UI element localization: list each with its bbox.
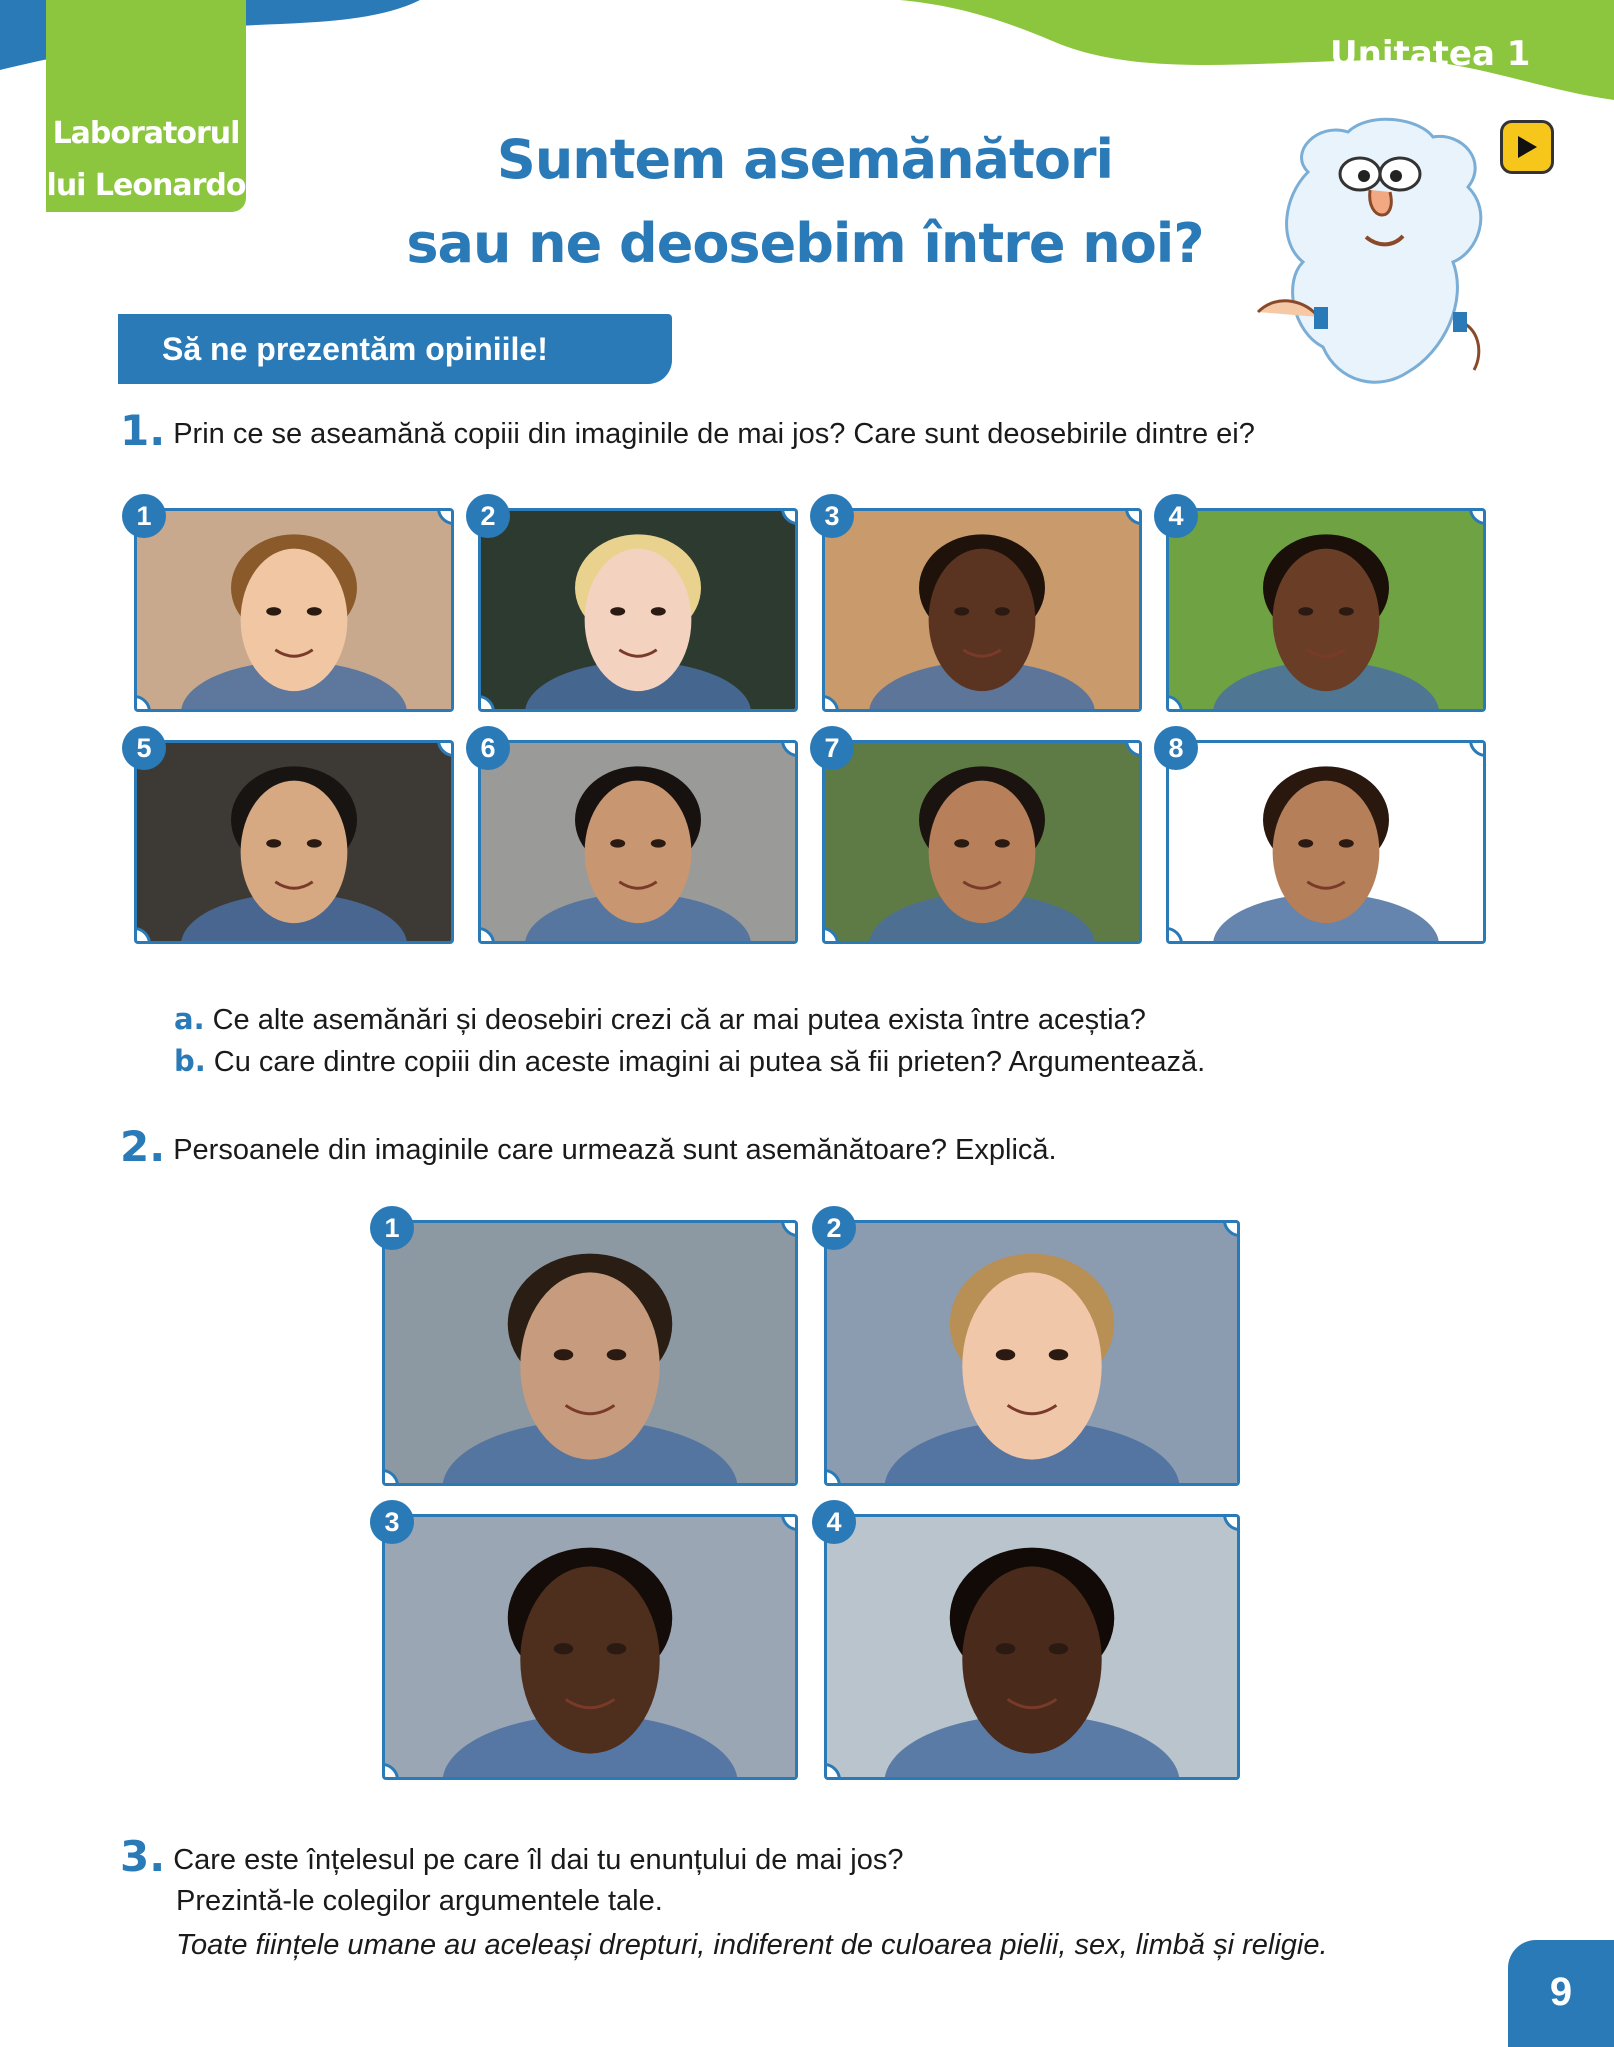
adult-photo-number-3: 3 — [370, 1500, 414, 1544]
play-icon — [1515, 134, 1539, 160]
adult-photo-number-1: 1 — [370, 1206, 414, 1250]
adult-photo-4 — [824, 1514, 1240, 1780]
adult-photo-number-4: 4 — [812, 1500, 856, 1544]
question-3-quote: Toate ființele umane au aceleași drepturi, indiferent de culoarea pielii, sex, limbă și religie. — [176, 1929, 1328, 1961]
child-photo-number-5: 5 — [122, 726, 166, 770]
adult-photo-3 — [382, 1514, 798, 1780]
question-3-number: 3. — [120, 1832, 166, 1881]
child-photo-number-3: 3 — [810, 494, 854, 538]
question-1a — [174, 998, 1146, 1041]
question-1b — [174, 1040, 1205, 1083]
question-3 — [120, 1832, 904, 1881]
question-1-text: Prin ce se aseamănă copiii din imaginile de mai jos? Care sunt deosebirile dintre ei? — [173, 418, 1255, 450]
child-photo-7 — [822, 740, 1142, 944]
page-title — [360, 118, 1250, 286]
subquestion-b-letter: b. — [174, 1044, 206, 1078]
child-photo-number-4: 4 — [1154, 494, 1198, 538]
child-photo-4 — [1166, 508, 1486, 712]
child-photo-number-8: 8 — [1154, 726, 1198, 770]
title-line2: sau ne deosebim între noi? — [406, 212, 1204, 275]
child-photo-8 — [1166, 740, 1486, 944]
child-photo-2 — [478, 508, 798, 712]
child-photo-3 — [822, 508, 1142, 712]
play-button[interactable] — [1500, 120, 1554, 174]
question-3-line2: Prezintă-le colegilor argumentele tale. — [176, 1885, 663, 1917]
child-photo-number-2: 2 — [466, 494, 510, 538]
child-photo-number-7: 7 — [810, 726, 854, 770]
section-banner: Să ne prezentăm opiniile! — [118, 314, 672, 384]
lab-tab-line2: lui Leonardo — [46, 168, 246, 203]
laboratory-tab — [46, 0, 246, 212]
subquestion-a-letter: a. — [174, 1002, 205, 1036]
question-2 — [120, 1122, 1057, 1171]
question-2-text: Persoanele din imaginile care urmează sunt asemănătoare? Explică. — [173, 1134, 1057, 1166]
child-photo-number-1: 1 — [122, 494, 166, 538]
question-2-number: 2. — [120, 1122, 166, 1171]
child-photo-6 — [478, 740, 798, 944]
child-photo-1 — [134, 508, 454, 712]
question-3-line1: Care este înțelesul pe care îl dai tu enunțului de mai jos? — [173, 1844, 904, 1876]
adult-photo-number-2: 2 — [812, 1206, 856, 1250]
question-1-number: 1. — [120, 406, 166, 455]
unit-label: Unitatea 1 — [1330, 34, 1531, 74]
title-line1: Suntem asemănători — [496, 128, 1114, 191]
page-number: 9 — [1508, 1940, 1614, 2047]
mascot-leonardo-illustration — [1248, 112, 1508, 402]
adult-photo-2 — [824, 1220, 1240, 1486]
child-photo-5 — [134, 740, 454, 944]
lab-tab-line1: Laboratorul — [52, 116, 240, 151]
child-photo-number-6: 6 — [466, 726, 510, 770]
question-1 — [120, 406, 1255, 455]
adult-photo-1 — [382, 1220, 798, 1486]
subquestion-a-text: Ce alte asemănări și deosebiri crezi că ar mai putea exista între aceștia? — [212, 1004, 1146, 1036]
subquestion-b-text: Cu care dintre copiii din aceste imagini ai putea să fii prieten? Argumentează. — [213, 1046, 1206, 1078]
